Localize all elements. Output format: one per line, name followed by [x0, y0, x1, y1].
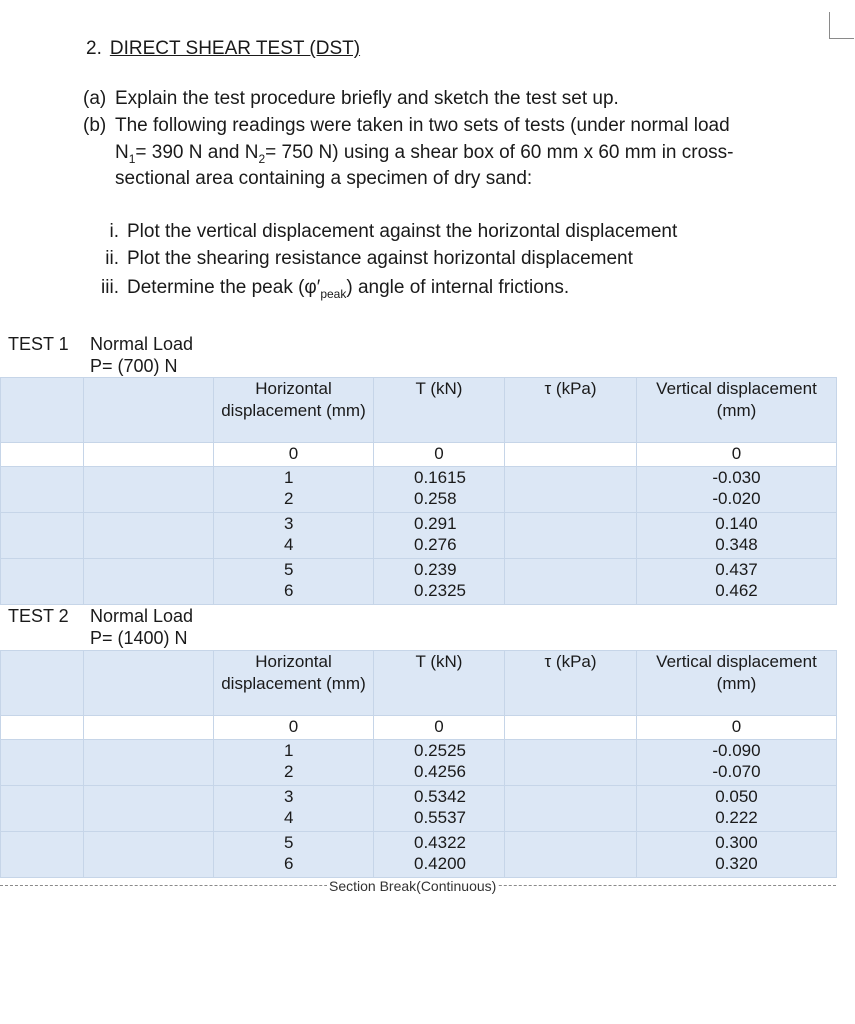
tau-kpa-header: τ (kPa) [505, 651, 637, 716]
table-row-pair: 3 4 0.291 0.276 0.140 0.348 [1, 513, 837, 559]
test-2-label: TEST 2 [8, 606, 69, 626]
question-number: 2. [86, 38, 102, 59]
test-1-normal-load: Normal Load P= (700) N [90, 334, 194, 376]
test-1-label: TEST 1 [8, 334, 69, 354]
t-kn-header: T (kN) [374, 651, 505, 716]
question-heading [86, 38, 360, 60]
table-row-pair: 5 6 0.239 0.2325 0.437 0.462 [1, 559, 837, 605]
part-b-label: (b) [83, 115, 107, 136]
page-corner-mark [829, 12, 854, 39]
question-title: DIRECT SHEAR TEST (DST) [109, 38, 361, 59]
part-b-text-1: The following readings were taken in two sets of tests (under normal load [115, 115, 730, 136]
section-break-line [0, 878, 836, 894]
part-b-line-1 [83, 113, 730, 139]
table-row-pair: 5 6 0.4322 0.4200 0.300 0.320 [1, 832, 837, 878]
test-2-normal-load: Normal Load P= (1400) N [90, 606, 194, 648]
section-break-label: Section Break(Continuous) [329, 878, 497, 894]
part-b-line-2: $N_1= 390$ N and $N_2= 750$ N) using a shear box of 60 mm x 60 mm in cross- [115, 142, 734, 166]
table-row-pair: 1 2 0.2525 0.4256 -0.090 -0.070 [1, 740, 837, 786]
tau-kpa-header: τ (kPa) [505, 378, 637, 443]
vertical-displacement-header: Vertical displacement (mm) [637, 651, 837, 716]
t-kn-header: T (kN) [374, 378, 505, 443]
part-a-text: Explain the test procedure briefly and sketch the test set up. [115, 88, 619, 109]
part-b-line-3: sectional area containing a specimen of dry sand: [115, 168, 533, 189]
horizontal-displacement-header: Horizontal displacement (mm) [214, 651, 374, 716]
test-1-table [0, 377, 837, 605]
horizontal-displacement-header: Horizontal displacement (mm) [214, 378, 374, 443]
part-a [83, 86, 619, 112]
task-3: iii. Determine the peak $(\varphi'_{peak})$ angle of internal frictions. [101, 277, 570, 301]
table-row: 0 0 0 [1, 716, 837, 740]
task-2: ii. Plot the shearing resistance against horizontal displacement [105, 248, 633, 269]
task-1: i. Plot the vertical displacement against the horizontal displacement [109, 221, 678, 242]
part-a-label: (a) [83, 88, 107, 109]
vertical-displacement-header: Vertical displacement (mm) [637, 378, 837, 443]
table-header-row [1, 651, 837, 716]
table-row-pair: 1 2 0.1615 0.258 -0.030 -0.020 [1, 467, 837, 513]
table-row-pair: 3 4 0.5342 0.5537 0.050 0.222 [1, 786, 837, 832]
table-header-row [1, 378, 837, 443]
test-2-table [0, 650, 837, 878]
table-row: 0 0 0 [1, 443, 837, 467]
